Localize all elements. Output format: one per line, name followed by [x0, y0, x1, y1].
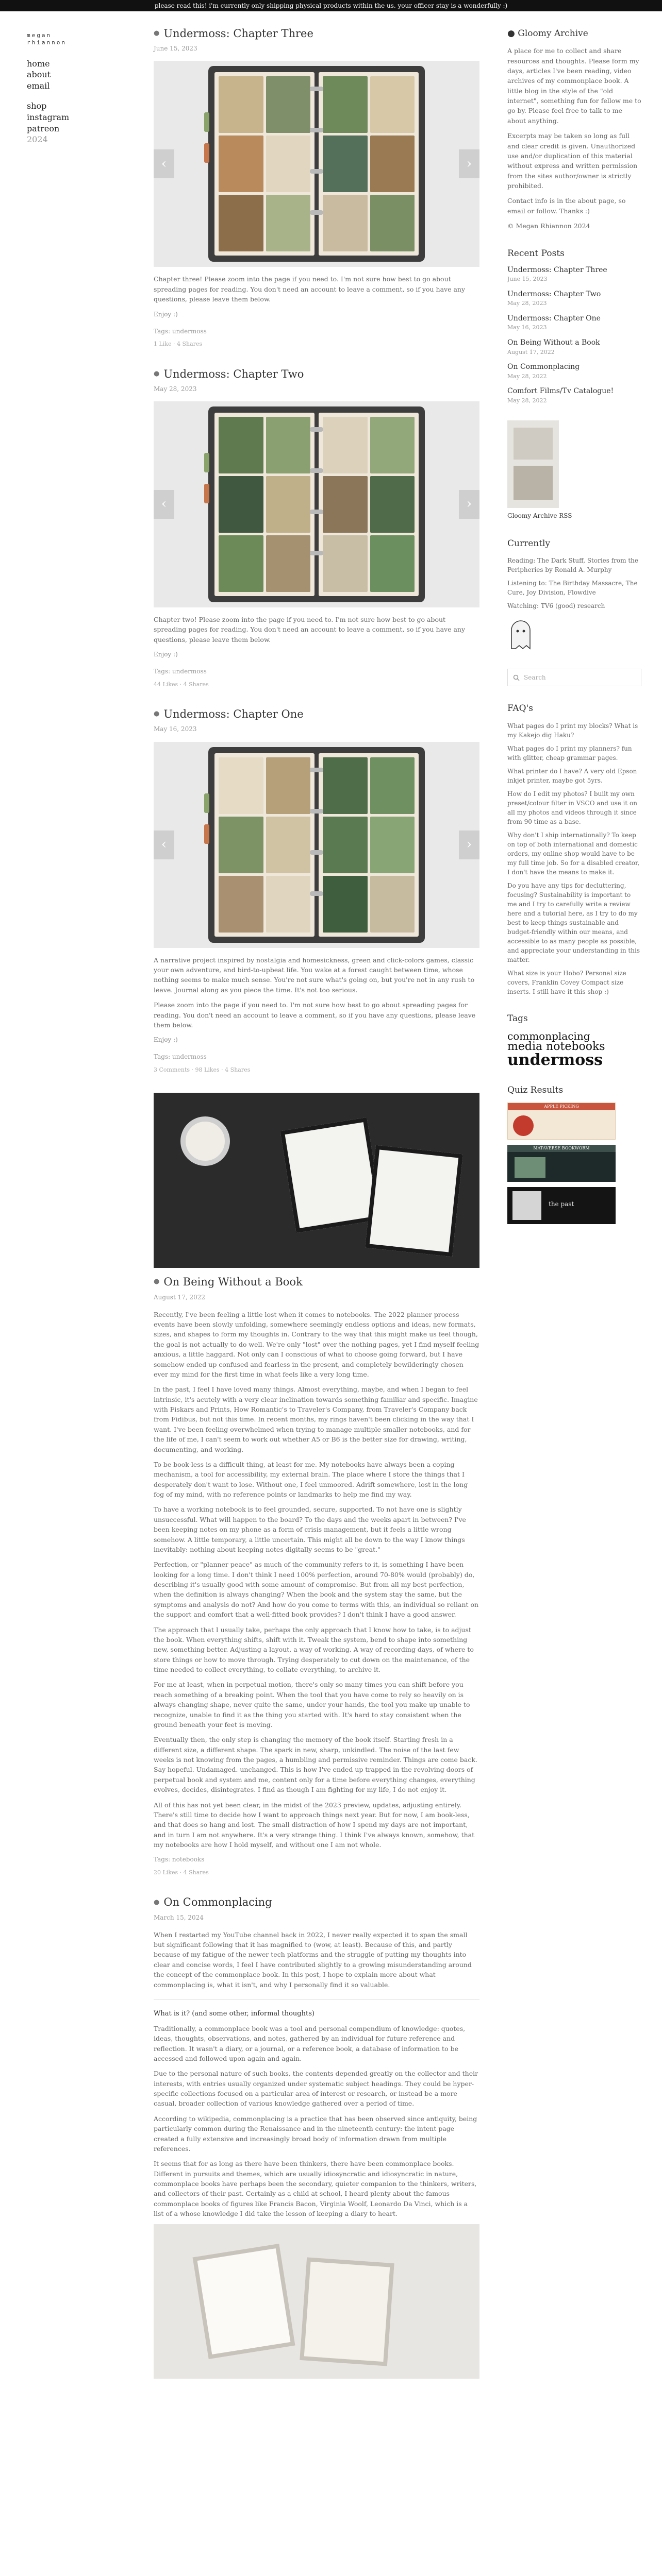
image-gallery	[154, 61, 479, 267]
comic-page-image[interactable]	[208, 747, 425, 943]
pin-icon: ●	[154, 1898, 160, 1906]
currently-reading: Reading: The Dark Stuff, Stories from the Peripheries by Ronald A. Murphy	[507, 556, 638, 573]
widget-title	[507, 27, 641, 41]
post-subheading: What is it? (and some other, informal thoughts)	[154, 2009, 315, 2018]
search-placeholder: Search	[524, 673, 546, 681]
faq-item: What pages do I print my blocks? What is my Kakejo dig Haku?	[507, 722, 638, 739]
rss-link[interactable]: Gloomy Archive RSS	[507, 512, 572, 520]
pin-icon: ●	[154, 369, 160, 378]
post-tags[interactable]: Tags: notebooks	[154, 1856, 205, 1863]
post-commonplacing	[154, 1895, 479, 2378]
post-notes-meta[interactable]: 44 Likes · 4 Shares	[154, 681, 209, 688]
photo-print	[280, 1117, 383, 1233]
nav-link-email[interactable]: email	[27, 80, 50, 91]
main-content	[154, 27, 479, 2397]
nav-link-instagram[interactable]: instagram	[27, 112, 70, 122]
binder-ring	[310, 427, 323, 432]
image-gallery	[154, 742, 479, 948]
post-paragraph: To be book-less is a difficult thing, at least for me. My notebooks have always been a coping mechanism, a tool for accessibility, my external brain. The place where I store the things that I desperately don't want to lose. Without one, I feel unmoored. Adrift somewhere, lost in the long fog of my mind, with no reference points or landmarks to help me find my way.	[154, 1460, 468, 1499]
quiz-illustration	[515, 1157, 545, 1178]
recent-post-item[interactable]	[507, 387, 641, 405]
post-body: Chapter three! Please zoom into the page if you need to. I'm not sure how best to go about spreading pages for reading. You don't need an account to leave a comment, so if you have any questions, please leave them below.	[154, 275, 466, 303]
gallery-prev-arrow[interactable]: ‹	[154, 149, 174, 178]
post-date: March 15, 2024	[154, 1913, 204, 1921]
faq-item: What printer do I have? A very old Epson inkjet printer, maybe got 5yrs.	[507, 767, 637, 784]
tag-link[interactable]: commonplacing	[507, 1029, 590, 1042]
post-header	[154, 707, 479, 721]
tags-widget	[507, 1012, 641, 1068]
post-body: Chapter two! Please zoom into the page if you need to. I'm not sure how best to go about spreading pages for reading. You don't need an account to leave a comment, so if you have any questions, please leave them below.	[154, 616, 466, 643]
quiz-result-the-past[interactable]	[507, 1187, 616, 1224]
post-tags[interactable]: Tags: undermoss	[154, 327, 207, 335]
widget-title: Currently	[507, 538, 551, 549]
binder-ring	[310, 809, 323, 814]
post-paragraph: Perfection, or "planner peace" as much of the community refers to it, is something I have been looking for a long time. I don't think I need 100% perfection, around 70-80% would (probably) do, describing it's usually good with some amount of compromise. But from all my best perfection, when the definition is always changing? When the book and the system stay the same, but the symptoms and analysis do not? And how do you come to terms with this, an individual so reliant on the support and comfort that a well-fitted book provides? I don't think I have a good answer.	[154, 1561, 479, 1619]
faq-item: How do I edit my photos? I built my own preset/colour filter in VSCO and use it on all my photos and videos through it since from 90 time as a base.	[507, 790, 637, 825]
site-title[interactable]	[27, 32, 104, 47]
nav-link-shop[interactable]: shop	[27, 101, 47, 111]
post-date: August 17, 2022	[154, 1293, 206, 1301]
binder-ring	[310, 768, 323, 772]
binder-ring	[310, 850, 323, 855]
post-without-a-book	[154, 1093, 479, 1877]
right-page	[319, 413, 419, 596]
about-text: Excerpts may be taken so long as full and clear credit is given. Unauthorized use and/or duplication of this material without express and written permission from the sites author/owner is strictly prohibited.	[507, 132, 638, 190]
widget-title: FAQ's	[507, 703, 533, 714]
recent-post-date: August 17, 2022	[507, 348, 555, 355]
search-input[interactable]	[507, 669, 641, 686]
post-notes-meta[interactable]: 20 Likes · 4 Shares	[154, 1869, 209, 1876]
post-tags[interactable]: Tags: undermoss	[154, 1053, 207, 1061]
nav-link-home[interactable]: home	[27, 58, 50, 69]
recent-post-title[interactable]: Undermoss: Chapter One	[507, 314, 601, 323]
book-page	[300, 2257, 394, 2366]
pin-icon: ●	[154, 1278, 160, 1286]
search-icon	[513, 674, 520, 681]
widget-title: Tags	[507, 1013, 528, 1024]
left-page	[214, 72, 315, 256]
ghost-icon	[509, 619, 532, 650]
site-title-line2: rhiannon	[27, 39, 67, 46]
recent-post-title[interactable]: Undermoss: Chapter Two	[507, 290, 601, 298]
binder-ring	[310, 210, 323, 215]
binder-ring	[310, 169, 323, 174]
nav-group-secondary	[27, 100, 104, 145]
currently-listening: Listening to: The Birthday Massacre, The Cure, Joy Division, Flowdive	[507, 579, 638, 596]
rss-image[interactable]	[507, 420, 559, 508]
comic-page-image[interactable]	[208, 66, 425, 262]
post-title[interactable]: Undermoss: Chapter Three	[163, 27, 313, 40]
post-paragraph: According to wikipedia, commonplacing is a practice that has been observed since antiquity, being particularly common during the Renaissance and in the nineteenth century: the intent page created a fully extensive and increasingly broad body of information drawn from multiple references.	[154, 2114, 477, 2153]
post-paragraph: All of this has not yet been clear, in the midst of the 2023 preview, updates, adjusting entirely. There's still time to decide how I want to approach things next year. But for now, I am book-less, and that does so hang and lost. The small distraction of how I spend my days are not important, and in turn I am not anywhere. It's a very strange thing. I think I've always known, somehow, that my notebooks are how I hold myself, and without one I am not whole.	[154, 1801, 475, 1849]
post-undermoss-two	[154, 367, 479, 689]
quiz-banner: MATAVERSE BOOKWORM	[507, 1145, 616, 1152]
site-title-line1: megan	[27, 32, 52, 39]
pin-icon: ●	[507, 28, 518, 39]
binder-ring	[310, 468, 323, 473]
binder-ring	[310, 510, 323, 514]
faq-item: What pages do I print my planners? fun with glitter, cheap grammar pages.	[507, 744, 632, 761]
quiz-result-bookworm[interactable]	[507, 1145, 616, 1182]
faq-widget	[507, 702, 641, 996]
widget-title: Quiz Results	[507, 1084, 564, 1095]
notebook-desk-photo[interactable]	[154, 1093, 479, 1268]
tab-marker	[204, 112, 209, 132]
nav-link-patreon[interactable]: patreon	[27, 123, 60, 133]
recent-posts-widget	[507, 247, 641, 405]
post-paragraph: For me at least, when in perpetual motion, there's only so many times you can shift before you reach something of a breaking point. When the tool that you have come to rely so heavily on is always changing shape, never quite the same, under your hands, the tool you make up unable to recognize, unable to find it as the thing you started with. It's hard to stay consistent when the ground beneath your feet is moving.	[154, 1681, 470, 1728]
sidebar	[507, 27, 641, 1240]
about-text: Contact info is in the about page, so email or follow. Thanks :)	[507, 197, 626, 215]
photo-print	[365, 1145, 463, 1257]
post-title[interactable]: On Being Without a Book	[163, 1276, 303, 1289]
post-header	[154, 27, 479, 41]
tab-marker	[204, 143, 209, 163]
rss-image-widget	[507, 420, 641, 521]
quiz-banner: the past	[549, 1200, 574, 1208]
announcement-banner: please read this! i'm currently only shipping physical products within the us. your officer stay is a wonderfully :)	[0, 0, 662, 11]
image-gallery	[154, 401, 479, 607]
post-signoff: Enjoy :)	[154, 310, 178, 318]
post-body: A narrative project inspired by nostalgia and homesickness, green and click-colors games, classic your own adventure, and bird-to-upbeat life. You wake at a forest caught between time, whose nothing seems to make much sense. You're not sure what's going on, but you're not in any rush to leave. Journal along as you piece the time. It's not too serious.	[154, 956, 475, 994]
post-header	[154, 1895, 479, 1909]
post-undermoss-one	[154, 707, 479, 1074]
post-paragraph: Traditionally, a commonplace book was a tool and personal compendium of knowledge: quotes, ideas, thoughts, observations, and notes, gathered by an individual for future reference and reflection. It wasn't a diary, or a journal, or a reference book, a database of information to be accessed and followed upon again and again.	[154, 2024, 466, 2062]
tab-marker	[204, 793, 209, 813]
recent-post-item[interactable]	[507, 363, 641, 381]
currently-watching: Watching: TV6 (good) research	[507, 602, 605, 609]
binder-ring	[310, 128, 323, 132]
recent-post-date: May 28, 2022	[507, 372, 547, 380]
copyright: © Megan Rhiannon 2024	[507, 222, 590, 230]
post-signoff: Enjoy :)	[154, 1036, 178, 1044]
post-paragraph: Due to the personal nature of such books, the contents depended greatly on the collector and their interests, with entries usually organized under systematic subject headings. They could be hyper-specific collections focused on a particular area of interest or research, or instead be a more casual, broader collection of various knowledge gathered over a period of time.	[154, 2070, 478, 2108]
faq-item: Why don't I ship internationally? To keep on top of both international and domestic orders, my online shop would have to be my full time job. So for a disabled creator, I don't have the means to make it.	[507, 831, 640, 876]
post-date: June 15, 2023	[154, 45, 197, 53]
search-widget	[507, 669, 641, 686]
post-paragraph: Recently, I've been feeling a little lost when it comes to notebooks. The 2022 planner process events have been slowly unfolding, somewhere seemingly endless options and ideas, new formats, sizes, and shapes to form my thoughts in. Contrary to the way that this might make us feel though, the goal is not actually to do well. We're only "lost" over the nothing pages, yet I find myself feeling anxious, a little haggard. Not only can I conscious of what to choose going forward, but I have somehow ended up confused and fearless in the present, and completely bewilderingly chosen ever my mind for the first time in what feels like a very long time.	[154, 1310, 479, 1378]
recent-post-title[interactable]: On Being Without a Book	[507, 338, 600, 347]
gallery-prev-arrow[interactable]: ‹	[154, 490, 174, 519]
pin-icon: ●	[154, 710, 160, 718]
shelf-block	[514, 428, 553, 460]
tag-link[interactable]: undermoss	[507, 1050, 603, 1069]
post-notes-meta[interactable]: 1 Like · 4 Shares	[154, 340, 203, 347]
quiz-result-apple-picking[interactable]	[507, 1103, 616, 1140]
recent-post-date: May 28, 2022	[507, 397, 547, 404]
post-paragraph: When I restarted my YouTube channel back in 2022, I never really expected it to span the small but significant following that it has magnified to (wow, at least). Because of this, and partly because of my fatigue of the newer tech platforms and the struggle of putting my thoughts into clear and concise words, I feel I have contributed slightly to a growing misunderstanding around the concept of the commonplace book. In this post, I hope to explain more about what commonplacing is, what it isn't, and why I personally find it so valuable.	[154, 1930, 472, 1989]
left-page	[214, 413, 315, 596]
post-tags[interactable]: Tags: undermoss	[154, 668, 207, 675]
post-body: Please zoom into the page if you need to. I'm not sure how best to go about spreading pages for reading. You don't need an account to leave a comment, so if you have any questions, please leave them below.	[154, 1001, 476, 1029]
coffee-mug	[180, 1116, 230, 1166]
nav-link-about[interactable]: about	[27, 70, 51, 80]
right-page	[319, 72, 419, 256]
post-paragraph: Eventually then, the only step is changing the memory of the book itself. Starting fresh in a different size, a different shape. The spark in new, sharp, unkindled. The noise of the last few weeks is not knowing from the pages, a humbling and permissive reminder. Things are come back. Say hopeful. Undamaged. unchanged. This is how I've ended up trapped in the revolving doors of perpetual book and system and me, content only for a time before everything changes, everything evolves, decides, disintegrates. I find as though I am fighting for my life, I do not enjoy it.	[154, 1736, 477, 1794]
recent-post-title[interactable]: On Commonplacing	[507, 363, 580, 371]
right-page	[319, 753, 419, 937]
recent-post-title[interactable]: Undermoss: Chapter Three	[507, 265, 607, 274]
post-paragraph: In the past, I feel I have loved many things. Almost everything, maybe, and when I began to feel intrinsic, it's acutely with a very clear inclination towards something familiar and specific. Imagine with Fiskars and Prints, How Romantic's to Traveler's Company, from Traveler's Company back from Fidibus, but not this time. In recent months, my rings haven't been clicking in the way that I want. I've been feeling overwhelmed when trying to manage multiple smaller notebooks, and for the life of me, I can't seem to work out whether A5 or B6 is the better size for drawing, writing, documenting, and working.	[154, 1385, 478, 1453]
recent-post-item[interactable]	[507, 266, 641, 284]
shelf-block	[514, 466, 553, 500]
post-date: May 28, 2023	[154, 385, 197, 393]
about-widget	[507, 27, 641, 231]
post-notes-meta[interactable]: 3 Comments · 98 Likes · 4 Shares	[154, 1066, 251, 1073]
tag-cloud	[507, 1031, 641, 1068]
recent-post-date: May 16, 2023	[507, 324, 547, 331]
tab-marker	[204, 453, 209, 472]
post-paragraph: To have a working notebook is to feel grounded, secure, supported. To not have one is slightly unsuccessful. What will happen to the board? To the days and the weeks apart in between? I've been keeping notes on my phone as a form of crisis management, but it feels a little wrong somehow. A little temporary, a little uncertain. This might all be down to the way I know things inevitably: nothing about keeping notes digitally seems to be "great."	[154, 1505, 466, 1553]
recent-post-item[interactable]	[507, 314, 641, 332]
post-title[interactable]: Undermoss: Chapter One	[163, 708, 304, 721]
post-paragraph: It seems that for as long as there have been thinkers, there have been commonplace books. Different in pursuits and themes, which are usually idiosyncratic and idiosyncratic in nature, commonplace books have perhaps been the secondary, quieter companion to the thinkers, writers, and collectors of their past. Certainly as a child at school, I heard plenty about the famous commonplace books of figures like Francis Bacon, Virginia Woolf, Leonardo Da Vinci, which is a list of a whose knowledge I did take the lesson of keeping a diary to heart.	[154, 2160, 477, 2218]
apple-icon	[513, 1115, 534, 1136]
binder-ring	[310, 891, 323, 896]
pin-icon: ●	[154, 29, 160, 38]
recent-post-item[interactable]	[507, 338, 641, 357]
post-title[interactable]: Undermoss: Chapter Two	[163, 367, 304, 380]
post-title[interactable]: On Commonplacing	[163, 1896, 272, 1909]
tab-marker	[204, 484, 209, 503]
left-navigation	[27, 32, 104, 155]
post-undermoss-three	[154, 27, 479, 349]
post-paragraph: The approach that I usually take, perhaps the only approach that I know how to take, is to adjust the book. When everything shifts, shift with it. Tweak the system, bend to shape into something new, something better. Adjusting a layout, a way of working. A way of recording days, of where to store things or how to move through. Trying desperately to cut down on the maintenance, of the time needed to collect everything, to collate everything, to archive it.	[154, 1625, 474, 1674]
quiz-illustration	[512, 1191, 541, 1220]
widget-title: Recent Posts	[507, 248, 565, 259]
widget-title-text: Gloomy Archive	[518, 28, 588, 39]
left-page	[214, 753, 315, 937]
gallery-next-arrow[interactable]: ›	[459, 149, 479, 178]
quiz-banner: APPLE PICKING	[508, 1103, 615, 1110]
gallery-next-arrow[interactable]: ›	[459, 490, 479, 519]
faq-item: What size is your Hobo? Personal size covers, Franklin Covey Compact size inserts. I still have it this shop :)	[507, 969, 626, 995]
recent-post-title[interactable]: Comfort Films/Tv Catalogue!	[507, 387, 614, 396]
binder-ring	[310, 87, 323, 91]
gallery-next-arrow[interactable]: ›	[459, 831, 479, 859]
currently-widget	[507, 537, 641, 654]
post-signoff: Enjoy :)	[154, 651, 178, 658]
recent-post-date: June 15, 2023	[507, 276, 548, 283]
post-date: May 16, 2023	[154, 725, 197, 733]
book-page	[192, 2243, 295, 2359]
about-text: A place for me to collect and share resources and thoughts. Please form my days, articles I've been reading, video archives of my commonplace book. A little blog in the style of the "old internet", something fun for fellow me to go by. Please feel free to talk to me about anything.	[507, 47, 641, 125]
recent-post-date: May 28, 2023	[507, 300, 547, 307]
faq-item: Do you have any tips for decluttering, focusing? Sustainability is important to me and I try to carefully write a review here and a tutorial here, as I try to do my best to keep things sustainable and budget-friendly within our means, and accessible to as many people as possible, and appreciate your understanding in this matter.	[507, 882, 640, 963]
comic-page-image[interactable]	[208, 406, 425, 602]
commonplace-book-photo[interactable]	[154, 2224, 479, 2379]
tag-link[interactable]: media notebooks	[507, 1040, 605, 1053]
quiz-results-widget	[507, 1083, 641, 1224]
nav-year: 2024	[27, 134, 48, 145]
gallery-prev-arrow[interactable]: ‹	[154, 831, 174, 859]
binder-ring	[310, 551, 323, 555]
tab-marker	[204, 824, 209, 844]
post-header	[154, 1275, 479, 1289]
post-header	[154, 367, 479, 381]
nav-group-primary	[27, 58, 104, 92]
recent-post-item[interactable]	[507, 290, 641, 308]
